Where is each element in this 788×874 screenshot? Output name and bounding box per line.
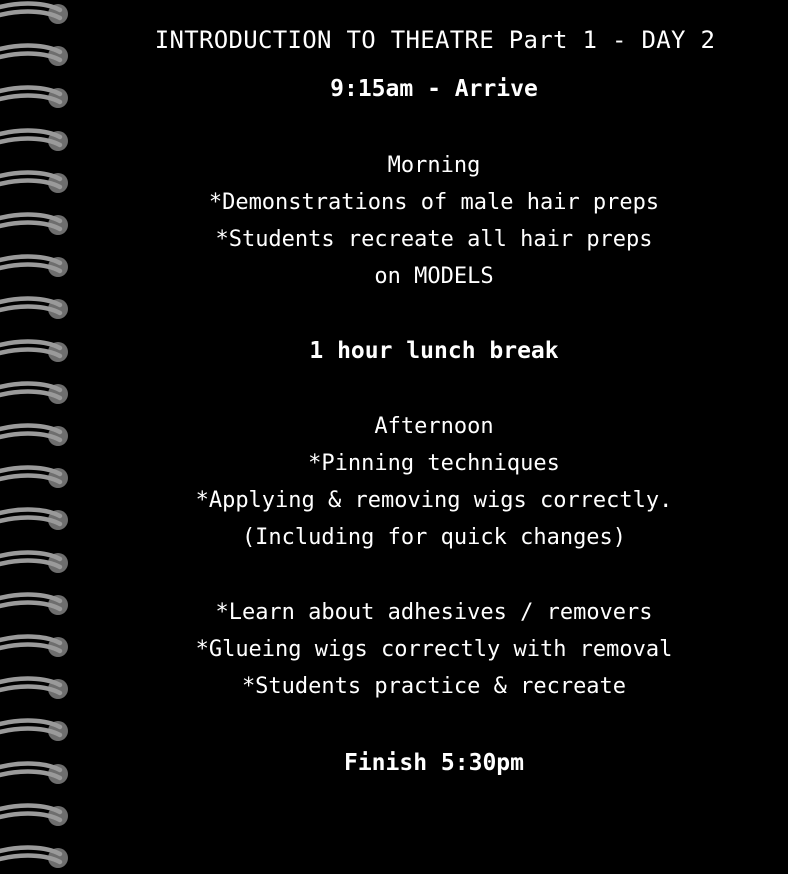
binding-ring-icon: [0, 800, 70, 832]
afternoon-heading: Afternoon: [374, 414, 494, 439]
afternoon-item: *Pinning techniques: [308, 451, 560, 476]
binding-ring-icon: [0, 293, 70, 325]
page-title: INTRODUCTION TO THEATRE Part 1 - DAY 2: [154, 26, 716, 54]
morning-heading: Morning: [387, 153, 481, 178]
binding-ring-icon: [0, 378, 70, 410]
spiral-binding-icon: [0, 0, 80, 788]
afternoon-item: (Including for quick changes): [241, 525, 627, 550]
afternoon-item: *Glueing wigs correctly with removal: [195, 637, 673, 662]
morning-item: *Students recreate all hair preps: [215, 227, 653, 252]
lunch-break: 1 hour lunch break: [309, 338, 559, 364]
afternoon-item: *Applying & removing wigs correctly.: [195, 488, 673, 513]
morning-item: *Demonstrations of male hair preps: [208, 190, 660, 215]
binding-ring-icon: [0, 125, 70, 157]
binding-ring-icon: [0, 0, 70, 30]
afternoon-item: *Learn about adhesives / removers: [215, 600, 653, 625]
arrival-time: 9:15am - Arrive: [330, 76, 538, 102]
binding-ring-icon: [0, 547, 70, 579]
finish-time: Finish 5:30pm: [343, 750, 524, 776]
binding-ring-icon: [0, 715, 70, 747]
morning-item: on MODELS: [374, 264, 494, 289]
binding-ring-icon: [0, 842, 70, 874]
afternoon-item: *Students practice & recreate: [241, 674, 627, 699]
